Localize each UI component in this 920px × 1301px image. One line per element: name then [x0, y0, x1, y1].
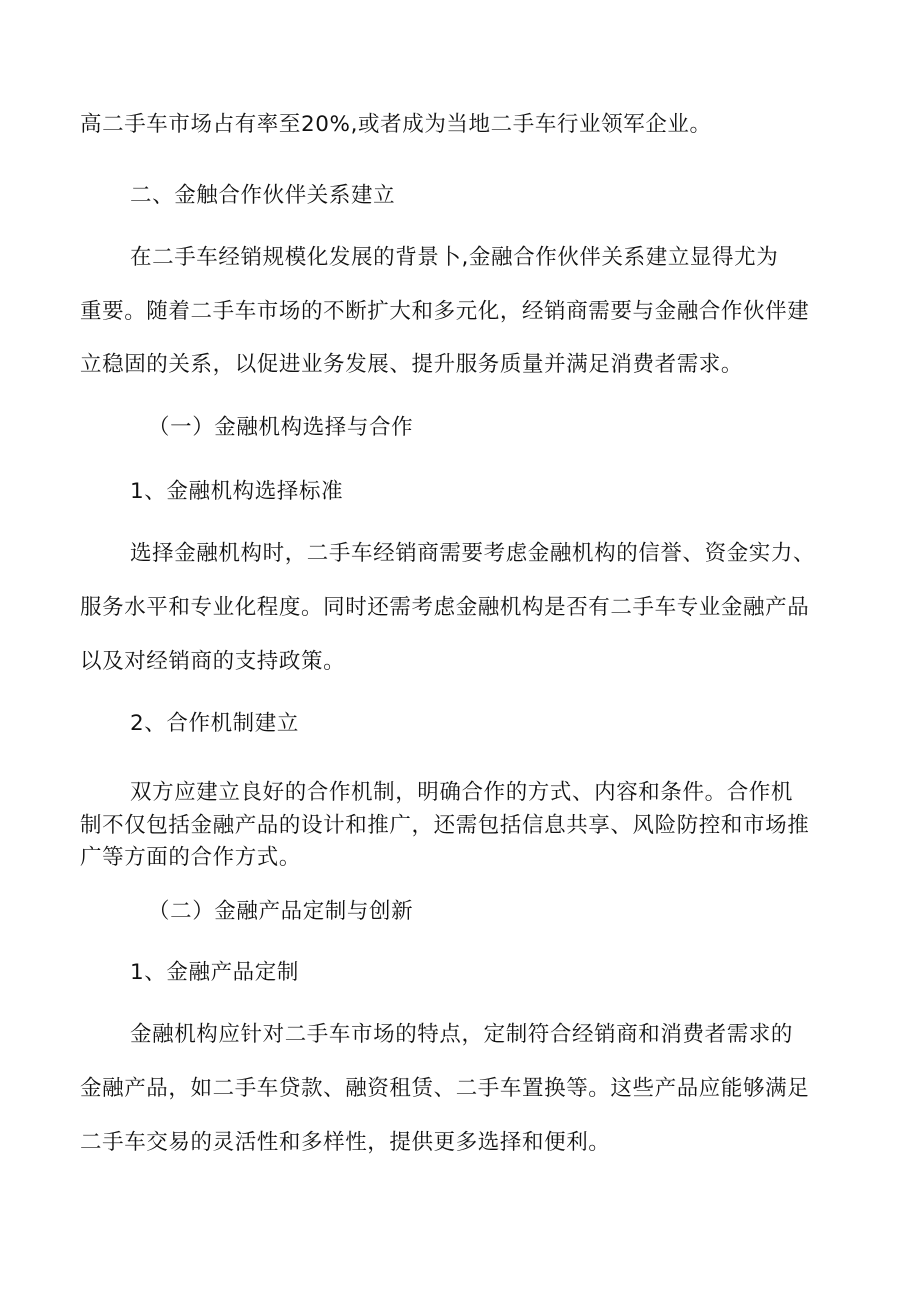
paragraph-4-line-1: 金融机构应针对二手车市场的特点，定制符合经销商和消费者需求的: [130, 1022, 794, 1047]
subsection-heading-2: （二）金融产品定制与创新: [148, 899, 414, 924]
paragraph-intro-line-1: 高二手车市场占有率至20%,或者成为当地二手车行业领军企业。: [80, 112, 712, 137]
item-heading-3: 1、金融产品定制: [130, 960, 299, 985]
paragraph-2-line-3: 以及对经销商的支持政策。: [80, 649, 346, 674]
paragraph-3-line-1: 双方应建立良好的合作机制，明确合作的方式、内容和条件。合作机: [130, 780, 794, 805]
item-heading-1: 1、金融机构选择标准: [130, 479, 344, 504]
item-heading-2: 2、合作机制建立: [130, 711, 299, 736]
paragraph-3-line-2: 制不仅包括金融产品的设计和推广，还需包括信息共享、风险防控和市场推: [80, 813, 810, 838]
paragraph-1-line-2: 重要。随着二手车市场的不断扩大和多元化，经销商需要与金融合作伙伴建: [80, 299, 810, 324]
paragraph-4-line-3: 二手车交易的灵活性和多样性，提供更多选择和便利。: [80, 1130, 611, 1155]
paragraph-4-line-2: 金融产品，如二手车贷款、融资租赁、二手车置换等。这些产品应能够满足: [80, 1076, 810, 1101]
paragraph-1-line-1: 在二手车经销规模化发展的背景卜,金融合作伙伴关系建立显得尤为: [130, 245, 779, 270]
subsection-heading-1: （一）金融机构选择与合作: [148, 415, 414, 440]
section-heading-2: 二、金触合作伙伴关系建立: [130, 183, 396, 208]
paragraph-2-line-1: 选择金融机构时，二手车经销商需要考虑金融机构的信誉、资金实力、: [130, 541, 816, 566]
paragraph-1-line-3: 立稳固的关系，以促进业务发展、提升服务质量并满足消费者需求。: [80, 352, 744, 377]
paragraph-3-line-3: 广等方面的合作方式。: [80, 845, 302, 870]
paragraph-2-line-2: 服务水平和专业化程度。同时还需考虑金融机构是否有二手车专业金融产品: [80, 595, 810, 620]
